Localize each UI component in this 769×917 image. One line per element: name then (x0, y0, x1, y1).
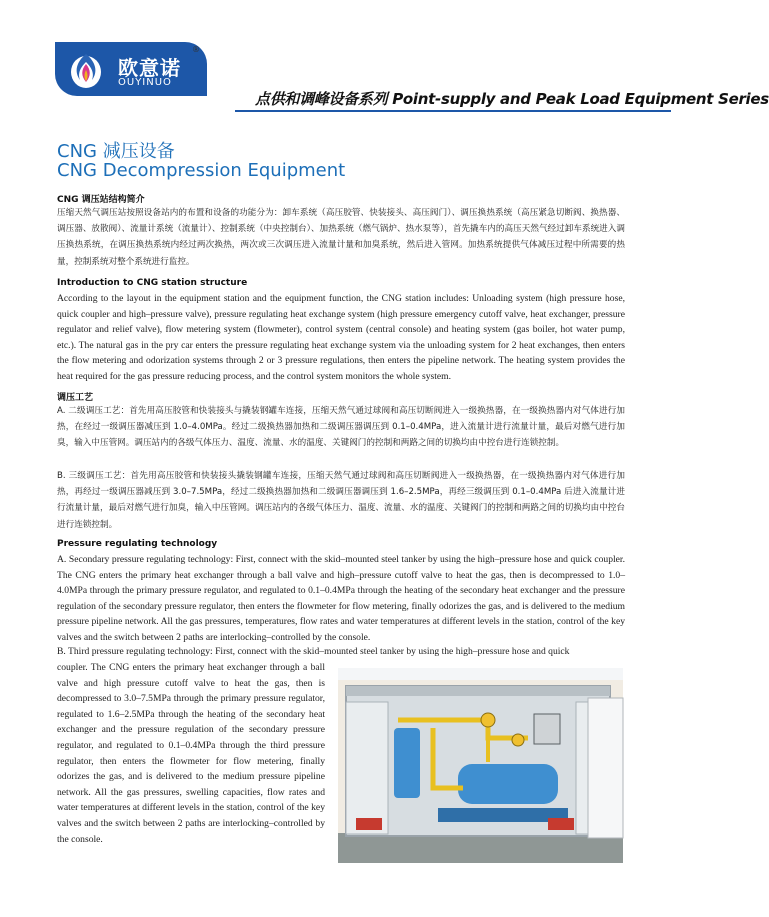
process-en-b-continued: coupler. The CNG enters the primary heat exchanger through a ball valve and high pressure cutoff valve to heat the gas, then is decompressed to 3.0–7.5MPa through the primary pressure regulator, regulated to 1.6–2.5MPa through the heating of the secondary heat exchanger and the pressure regulation of the secondary pressure regulator, and regulated to 0.1–0.4MPa through the third pressure regulator, then enters the flowmeter for flow metering, finally odorizes the gas, and is delivered to the medium pressure pipeline network. All the gas pressures, swelling capacities, flow rates and water temperatures at different levels in the station, control of the key valves and the switch between 2 paths are interlocking–controlled by the console. (57, 662, 325, 845)
process-en-heading: Pressure regulating technology (57, 539, 218, 549)
intro-cn-heading: CNG 调压站结构简介 (57, 195, 145, 205)
page-title-en: CNG Decompression Equipment (57, 160, 346, 181)
flame-logo-icon (66, 48, 106, 90)
intro-cn-paragraph: 压缩天然气调压站按照设备站内的布置和设备的功能分为：卸车系统（高压胶管、快装接头、高压阀门）、调压换热系统（高压紧急切断阀、换热器、调压器、放散阀）、流量计系统（流量计）、控制系统（中央控制台）、加热系统（燃气锅炉、热水泵等），首先撬车内的高压天然气经过卸车系统进入调压换热系统，在调压换热系统内经过两次换热，两次或三次调压进入流量计量和加臭系统，然后进入管网。加热系统提供气体减压过程中所需要的热量，控制系统对整个系统进行监控。 (57, 208, 625, 267)
registered-mark: ® (192, 45, 200, 54)
page-title-cn: CNG 减压设备 (57, 141, 175, 162)
intro-en-paragraph: According to the layout in the equipment station and the equipment function, the CNG station includes: Unloading system (high pressure hose, quick coupler and high–pressure valve), pressure regulating heat exchange system (high pressure emergency cutoff valve, heat exchanger, pressure regulator and relief valve), flow metering system (flowmeter), control system (central console) and heating system (gas boiler, hot water pump, etc.). The natural gas in the pry car enters the pressure regulating heat exchange system via the unloading system for 2 heat exchanges, then enters the flow metering and odorization systems through 2 or 3 pressure regulations, then enters the pipeline network. The heating system provides the heat required for the gas pressure reducing process, and the control system monitors the whole system. (57, 293, 625, 382)
header-divider (235, 110, 671, 112)
page-header (0, 0, 769, 118)
series-title: 点供和调峰设备系列 Point-supply and Peak Load Equipment Series (255, 90, 769, 108)
decompression-skid-illustration (338, 668, 623, 863)
equipment-photo (338, 668, 623, 863)
intro-en-heading: Introduction to CNG station structure (57, 278, 248, 288)
brand-name-en: OUYINUO (118, 77, 172, 88)
process-cn-a: A. 二级调压工艺：首先用高压胶管和快装接头与撬装钢罐车连接，压缩天然气通过球阀和高压切断阀进入一级换热器，在一级换热器内对气体进行加热，在经过一级调压器减压到 1.0–4.0MPa。经过二级换热器加热和二级调压器调压到 0.1–0.4MPa，进入流量计进行流量计量，最后对燃气进行加臭，输入中压管网。调压站内的各级气体压力、温度、流量、水的温度、关键阀门的控制和两路之间的切换均由中控台进行连锁控制。 (57, 406, 625, 449)
brand-name-cn: 欧意诺 (118, 56, 181, 80)
process-en-b-first-line: B. Third pressure regulating technology: First, connect with the skid–mounted steel tanker by using the high–pressure hose and quick (57, 646, 570, 657)
process-cn-heading: 调压工艺 (57, 393, 94, 403)
process-en-a: A. Secondary pressure regulating technology: First, connect with the skid–mounted steel tanker by using the high–pressure hose and quick coupler. The CNG enters the primary heat exchanger through a ball valve and high–pressure cutoff valve to heat the gas, then is decompressed to 1.0–4.0MPa through the primary pressure regulator, and regulated to 0.1–0.4MPa through the heating of the secondary heat exchanger and the pressure regulation of the secondary pressure regulator, then enters the flowmeter for flow metering, finally odorizes the gas, and is delivered to the medium pressure pipeline network. All the gas pressures, temperatures, flow rates and water temperatures at different levels in the station, control of the key valves and the switch between 2 paths are interlocking–controlled by the console. (57, 554, 625, 643)
process-cn-b: B. 三级调压工艺：首先用高压胶管和快装接头撬装钢罐车连接，压缩天然气通过球阀和高压切断阀进入一级换热器，在一级换热器内对气体进行加热，再经过一级调压器减压到 3.0–7.5MPa，经过二级换热器加热和二级调压器调压到 1.6–2.5MPa，再经三级调压到 0.1–0.4MPa 后进入流量计进行流量计量，最后对燃气进行加臭，输入中压管网。调压站内的各级气体压力、温度、流量、水的温度、关键阀门的控制和两路之间的切换均由中控台进行连锁控制。 (57, 471, 625, 530)
